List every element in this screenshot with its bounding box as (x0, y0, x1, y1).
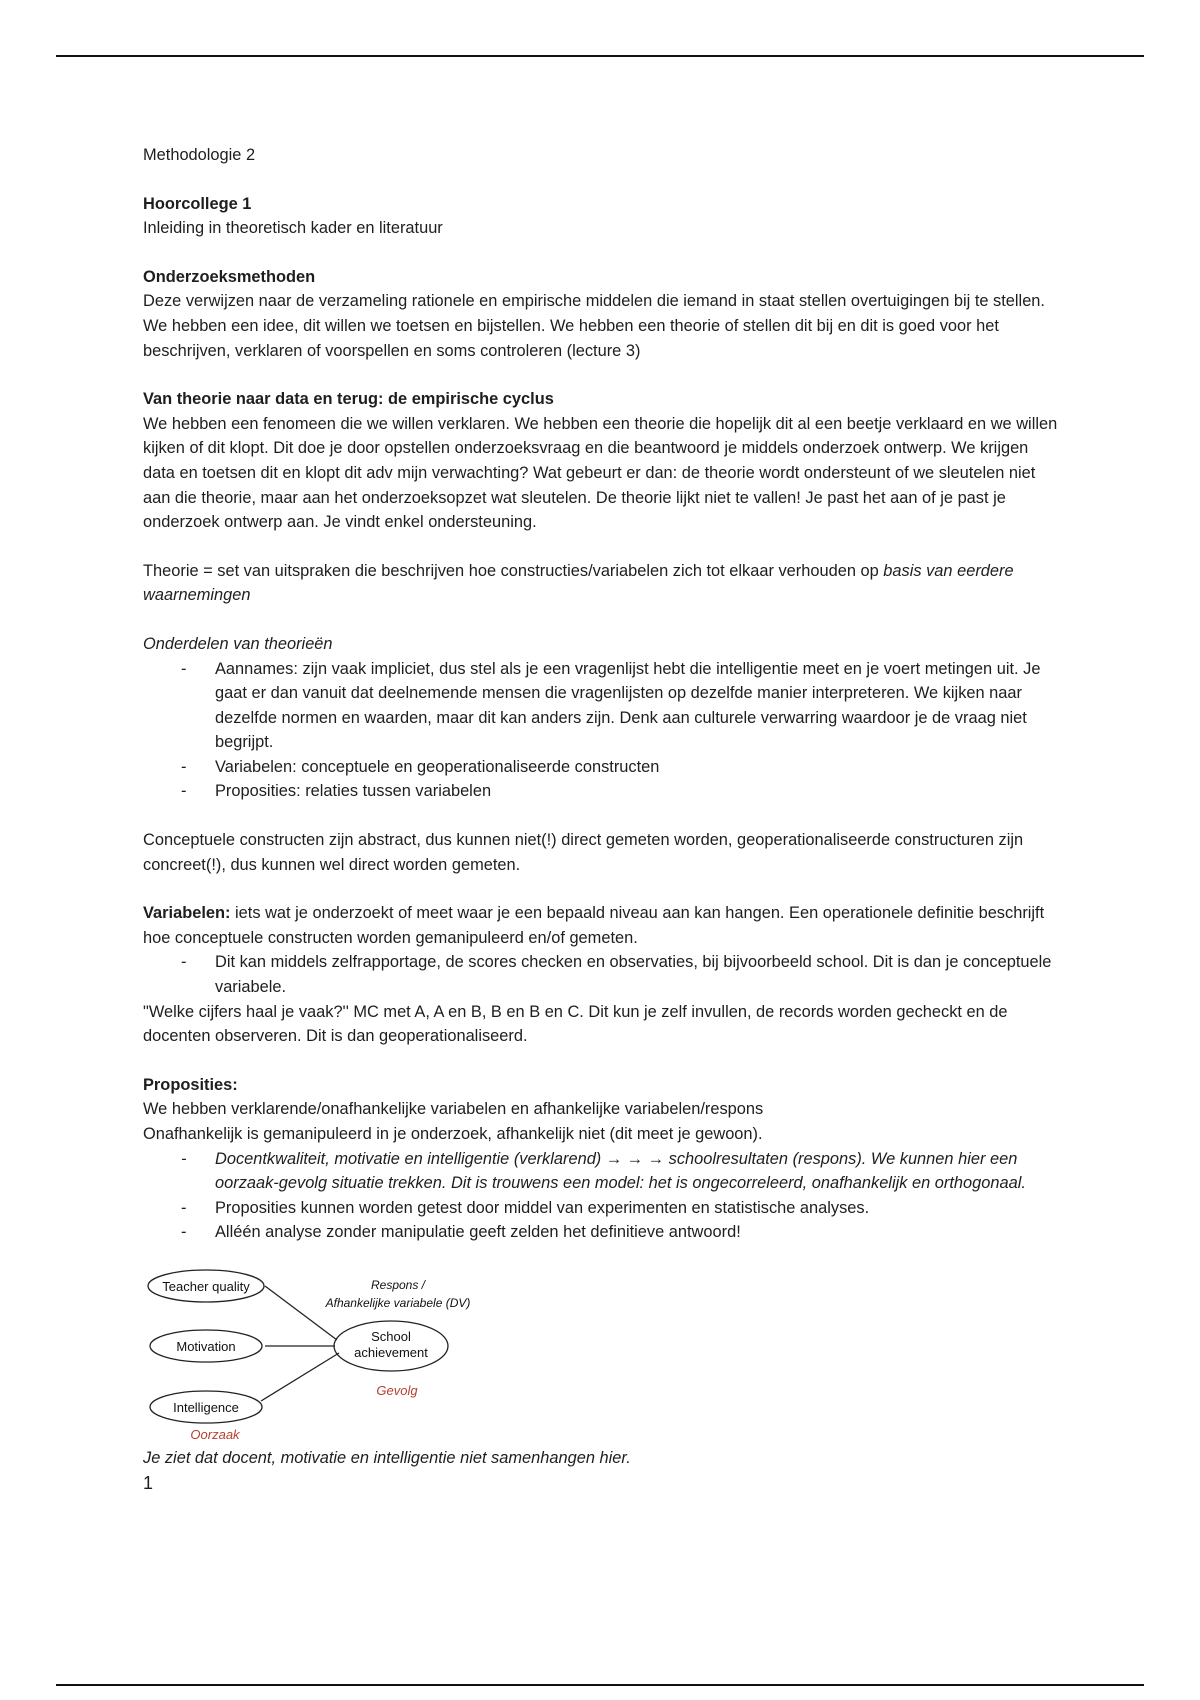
propositions-list (143, 1147, 1063, 1245)
methods-body: Deze verwijzen naar de verzameling rationele en empirische middelen die iemand in staat stellen overtuigingen bij te stellen. We hebben een idee, dit willen we toetsen en bijstellen. We hebben een theorie of stellen dit bij en dit is goed voor het beschrijven, verklaren of voorspellen en soms controleren (lecture 3) (143, 292, 1045, 360)
variables-body: iets wat je onderzoekt of meet waar je een bepaald niveau aan kan hangen. Een operationele definitie beschrijft hoe conceptuele constructen worden gemanipuleerd en/of gemeten. (143, 904, 1045, 947)
node-teacher-label: Teacher quality (162, 1278, 250, 1294)
propositions-line-1: We hebben verklarende/onafhankelijke variabelen en afhankelijke variabelen/respons (143, 1100, 764, 1119)
course-title: Methodologie 2 (143, 146, 256, 164)
lecture-title: Hoorcollege 1 (143, 194, 252, 213)
diagram-caption: Je ziet dat docent, motivatie en intelligentie niet samenhangen hier. (143, 1448, 631, 1467)
parts-heading: Onderdelen van theorieën (143, 634, 333, 653)
bottom-rule (56, 1684, 1144, 1686)
variables-paragraph (143, 901, 1063, 950)
theory-definition (143, 559, 1063, 608)
causal-model-diagram (143, 1261, 503, 1446)
variables-label: Variabelen: (143, 904, 231, 923)
list-item: - Variabelen: conceptuele en geoperationaliseerde constructen (215, 755, 1063, 780)
parts-list (143, 657, 1063, 805)
theory-definition-text: Theorie = set van uitspraken die beschrijven hoe constructies/variabelen zich tot elkaar verhouden op (143, 561, 884, 580)
cycle-heading: Van theorie naar data en terug: de empirische cyclus (143, 390, 554, 409)
lecture-subtitle: Inleiding in theoretisch kader en literatuur (143, 219, 443, 238)
top-rule (56, 55, 1144, 57)
propositions-line-2: Onafhankelijk is gemanipuleerd in je onderzoek, afhankelijk niet (dit meet je gewoon). (143, 1125, 763, 1143)
node-motivation-label: Motivation (176, 1338, 236, 1354)
gevolg-label: Gevolg (376, 1382, 418, 1398)
propositions-heading: Proposities: (143, 1075, 238, 1094)
page-number: 1 (143, 1472, 154, 1493)
list-item: - Proposities kunnen worden getest door middel van experimenten en statistische analyses. (215, 1196, 1063, 1221)
node-intelligence-label: Intelligence (173, 1399, 239, 1415)
edge-teacher-school (265, 1286, 337, 1340)
respons-label: Respons / (370, 1277, 426, 1292)
document-page (143, 143, 1063, 1495)
edge-intelligence-school (261, 1353, 339, 1401)
list-item: - Dit kan middels zelfrapportage, de scores checken en observaties, bij bijvoorbeeld school. Dit is dan je conceptuele variabele. (215, 950, 1063, 999)
theory-definition-emphasis: basis van eerdere waarnemingen (143, 561, 1014, 605)
constructs-text: Conceptuele constructen zijn abstract, dus kunnen niet(!) direct gemeten worden, geoperationaliseerde constructuren zijn concreet(!), dus kunnen wel direct worden gemeten. (143, 831, 1024, 874)
list-item: - Alléén analyse zonder manipulatie geeft zelden het definitieve antwoord! (215, 1220, 1063, 1245)
cycle-body: We hebben een fenomeen die we willen verklaren. We hebben een theorie die hopelijk dit al een beetje verklaard en we willen kijken of dit klopt. Dit doe je door opstellen onderzoeksvraag en die beantwoord je middels onderzoek ontwerp. We krijgen data en toetsen dit en klopt dit adv mijn verwachting? Wat gebeurt er dan: de theorie wordt ondersteunt of we sleutelen niet aan die theorie, maar aan het onderzoeksopzet wat sleutelen. De theorie lijkt niet te vallen! Je past het aan of je past je onderzoek ontwerp aan. Je vindt enkel ondersteuning. (143, 414, 1058, 532)
methods-heading: Onderzoeksmethoden (143, 267, 316, 286)
node-achievement-label: achievement (354, 1344, 428, 1360)
node-school-label: School (371, 1328, 411, 1344)
oorzaak-label: Oorzaak (190, 1426, 240, 1442)
variables-example: "Welke cijfers haal je vaak?'' MC met A, A en B, B en B en C. Dit kun je zelf invullen, de records worden gecheckt en de docenten observeren. Dit is dan geoperationaliseerd. (143, 1002, 1008, 1046)
variables-list (143, 950, 1063, 999)
list-item: - Docentkwaliteit, motivatie en intelligentie (verklarend) → → → schoolresultaten (respons). We kunnen hier een oorzaak-gevolg situatie trekken. Dit is trouwens een model: het is ongecorreleerd, onafhankelijk en orthogonaal. (215, 1147, 1063, 1196)
dv-label: Afhankelijke variabele (DV) (325, 1295, 471, 1310)
list-item: - Aannames: zijn vaak impliciet, dus stel als je een vragenlijst hebt die intelligentie meet en je voert metingen uit. Je gaat er dan vanuit dat deelnemende mensen die vragenlijsten op dezelfde manier interpreteren. We kijken naar dezelfde normen en waarden, maar dit kan anders zijn. Denk aan culturele verwarring waardoor je de vraag niet begrijpt. (215, 657, 1063, 755)
list-item: - Proposities: relaties tussen variabelen (215, 779, 1063, 804)
